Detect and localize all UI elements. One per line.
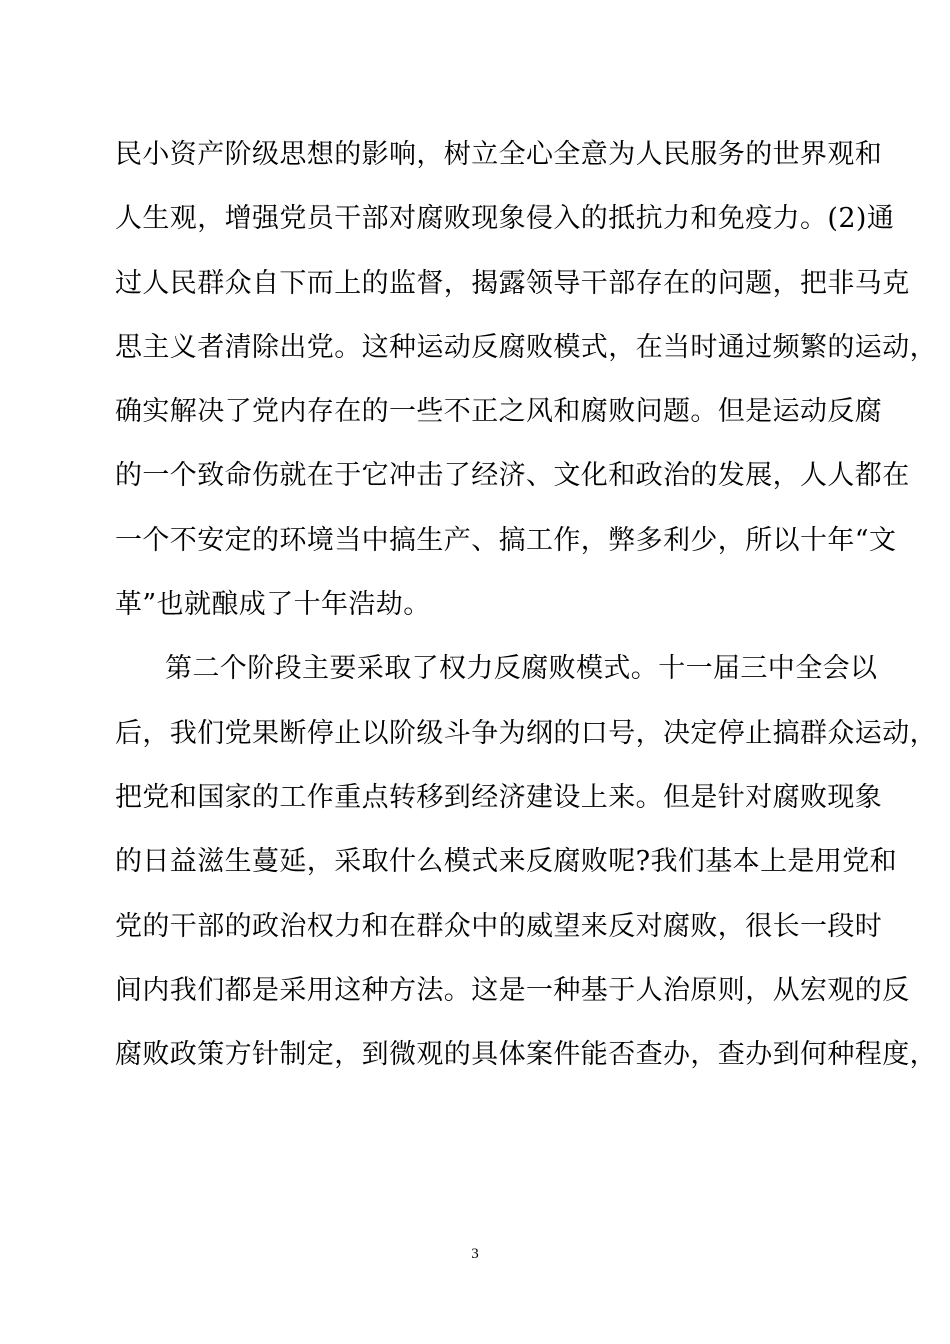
text-line: 间内我们都是采用这种方法。这是一种基于人治原则，从宏观的反: [115, 974, 910, 1006]
text-line: 的一个致命伤就在于它冲击了经济、文化和政治的发展，人人都在: [115, 460, 910, 492]
text-line: 的日益滋生蔓延，采取什么模式来反腐败呢?我们基本上是用党和: [115, 846, 898, 878]
text-line: 革”也就酿成了十年浩劫。: [115, 589, 431, 621]
text-line: 把党和国家的工作重点转移到经济建设上来。但是针对腐败现象: [115, 781, 883, 813]
text-line: 思主义者清除出党。这种运动反腐败模式，在当时通过频繁的运动，: [115, 331, 937, 363]
text-line: 腐败政策方针制定，到微观的具体案件能否查办，查办到何种程度，: [115, 1039, 937, 1071]
text-line: 过人民群众自下而上的监督，揭露领导干部存在的问题，把非马克: [115, 267, 910, 299]
text-line: 人生观，增强党员干部对腐败现象侵入的抵抗力和免疫力。(2)通: [115, 203, 895, 235]
paragraph-start-line: 第二个阶段主要采取了权力反腐败模式。十一届三中全会以: [165, 653, 878, 685]
text-line: 党的干部的政治权力和在群众中的威望来反对腐败，很长一段时: [115, 910, 883, 942]
page-number: 3: [471, 1246, 479, 1262]
body-text: [115, 123, 937, 1087]
text-line: 一个不安定的环境当中搞生产、搞工作，弊多利少，所以十年“文: [115, 524, 897, 556]
text-line: 民小资产阶级思想的影响，树立全心全意为人民服务的世界观和: [115, 139, 883, 170]
text-line: 确实解决了党内存在的一些不正之风和腐败问题。但是运动反腐: [115, 396, 883, 428]
text-line: 后，我们党果断停止以阶级斗争为纲的口号，决定停止搞群众运动，: [115, 717, 937, 749]
